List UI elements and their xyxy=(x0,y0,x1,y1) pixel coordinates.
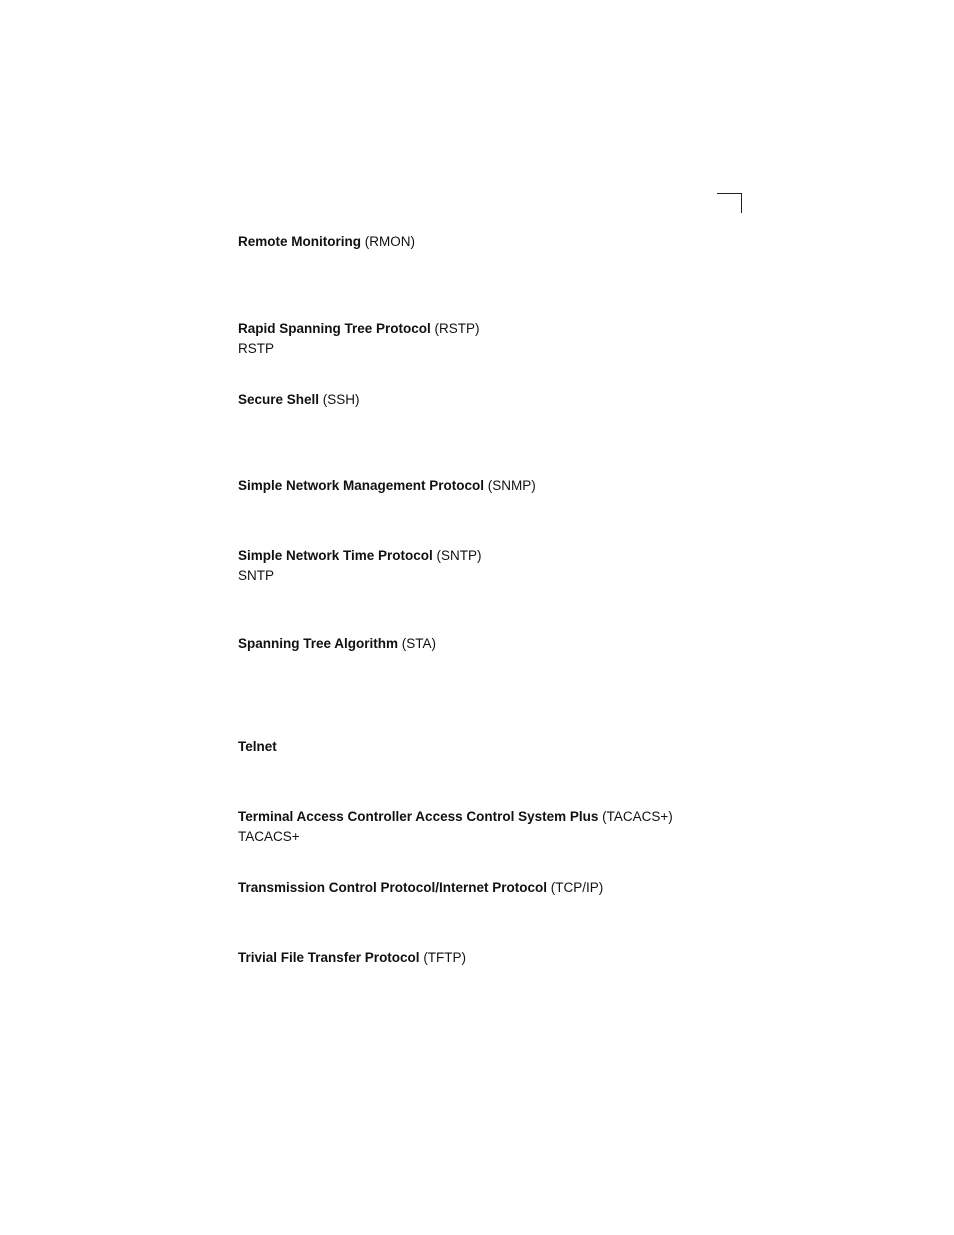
glossary-abbreviation: (SNMP) xyxy=(484,478,536,493)
glossary-abbreviation: (TFTP) xyxy=(419,950,467,965)
glossary-entry-rmon xyxy=(238,232,415,252)
glossary-term: Secure Shell xyxy=(238,392,320,407)
glossary-term: Transmission Control Protocol/Internet Protocol xyxy=(238,880,548,895)
glossary-term: Simple Network Management Protocol xyxy=(238,478,485,493)
glossary-term: Terminal Access Controller Access Control System Plus xyxy=(238,809,599,824)
glossary-term: Trivial File Transfer Protocol xyxy=(238,950,420,965)
glossary-entry-tcpip xyxy=(238,878,603,898)
glossary-entry-ssh xyxy=(238,390,360,410)
glossary-entry-snmp xyxy=(238,476,536,496)
glossary-sub-label: SNTP xyxy=(238,568,275,583)
glossary-abbreviation: (TACACS+) xyxy=(598,809,673,824)
glossary-entry-rstp xyxy=(238,319,480,359)
glossary-term: Telnet xyxy=(238,739,277,754)
crop-mark xyxy=(717,193,742,213)
glossary-term: Spanning Tree Algorithm xyxy=(238,636,399,651)
glossary-entry-tacacs xyxy=(238,807,673,847)
glossary-term: Rapid Spanning Tree Protocol xyxy=(238,321,431,336)
glossary-sub-label: RSTP xyxy=(238,341,275,356)
glossary-entry-tftp xyxy=(238,948,466,968)
glossary-entry-telnet xyxy=(238,737,277,757)
glossary-abbreviation: (STA) xyxy=(398,636,437,651)
glossary-abbreviation: (SNTP) xyxy=(432,548,482,563)
glossary-abbreviation: (SSH) xyxy=(319,392,360,407)
glossary-sub-label: TACACS+ xyxy=(238,829,300,844)
glossary-abbreviation: (RSTP) xyxy=(430,321,480,336)
glossary-entry-sta xyxy=(238,634,436,654)
glossary-abbreviation: (TCP/IP) xyxy=(547,880,604,895)
glossary-term: Remote Monitoring xyxy=(238,234,361,249)
glossary-term: Simple Network Time Protocol xyxy=(238,548,433,563)
glossary-abbreviation: (RMON) xyxy=(361,234,415,249)
glossary-entry-sntp xyxy=(238,546,482,586)
